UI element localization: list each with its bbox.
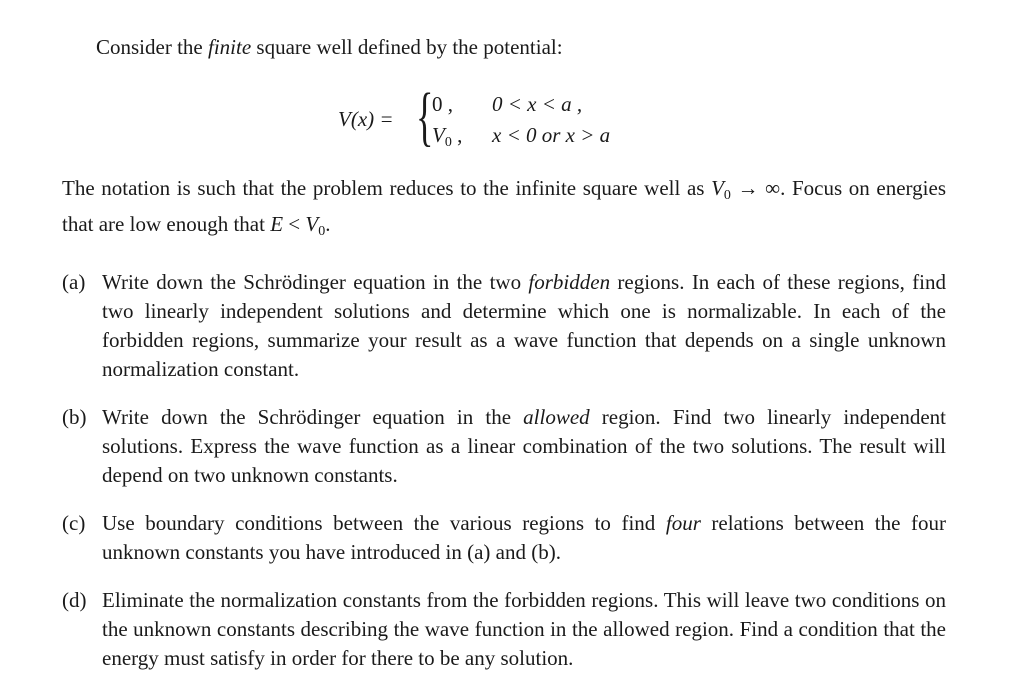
part-a-label: (a) xyxy=(62,270,86,294)
case-outside-condition: x < 0 or x > a xyxy=(492,123,611,147)
part-b-text-1: Write down the Schrödinger equation in the xyxy=(102,405,524,429)
intro-emphasis-finite: finite xyxy=(207,35,252,59)
notation-v0-subscript: 0 xyxy=(723,188,731,203)
case-inside-value: 0 , xyxy=(432,92,453,116)
part-c-emphasis: four xyxy=(665,511,701,535)
notation-text-2: → ∞. Focus on energies that are low enough that xyxy=(62,176,947,236)
question-parts xyxy=(62,268,946,692)
notation-v0: V xyxy=(711,176,724,200)
notation-text-3: . xyxy=(325,212,331,236)
intro-text-before: Consider the xyxy=(96,35,208,59)
part-d-label: (d) xyxy=(62,588,87,612)
part-b xyxy=(62,403,946,490)
part-b-emphasis: allowed xyxy=(523,405,590,429)
notation-text-1: The notation is such that the problem reduces to the infinite square well as xyxy=(62,176,712,200)
part-a xyxy=(62,268,946,384)
part-d-text-1: Eliminate the normalization constants from the forbidden regions. This will leave two conditions on the unknown constants describing the wave function in the allowed region. Find a condition that the energy must satisfy in order for there to be any solution. xyxy=(102,588,946,670)
part-a-emphasis: forbidden xyxy=(528,270,611,294)
case-outside-separator: , xyxy=(451,123,463,147)
part-a-text-2: regions. In each of these regions, find two linearly independent solutions and determine which one is normalizable. In each of the forbidden regions, summarize your result as a wave function that depends on a single unknown normalization constant. xyxy=(102,270,946,381)
notation-v0-second-subscript: 0 xyxy=(318,224,326,239)
potential-equation xyxy=(338,80,678,154)
part-c-text-1: Use boundary conditions between the various regions to find xyxy=(102,511,666,535)
case-outside-subscript: 0 xyxy=(444,135,452,150)
part-c xyxy=(62,509,946,567)
equation-case-outside xyxy=(432,121,610,157)
part-b-text-2: region. Find two linearly independent solutions. Express the wave function as a linear combination of the two solutions. The result will depend on two unknown constants. xyxy=(102,405,946,487)
notation-less-than: < xyxy=(283,212,306,236)
equation-lhs: V(x) = xyxy=(338,107,394,131)
notation-paragraph xyxy=(62,174,946,246)
notation-energy: E xyxy=(270,212,284,236)
case-outside-value: V xyxy=(432,123,445,147)
part-c-label: (c) xyxy=(62,511,86,535)
equation-case-inside xyxy=(432,90,582,119)
part-b-label: (b) xyxy=(62,405,87,429)
notation-v0-second: V xyxy=(305,212,319,236)
part-a-text-1: Write down the Schrödinger equation in the two xyxy=(102,270,529,294)
intro-sentence xyxy=(96,33,976,62)
left-brace: { xyxy=(416,80,434,153)
part-d xyxy=(62,586,946,673)
case-inside-condition: 0 < x < a , xyxy=(492,92,583,116)
intro-text-after: square well defined by the potential: xyxy=(251,35,563,59)
part-c-text-2: relations between the four unknown constants you have introduced in (a) and (b). xyxy=(102,511,946,564)
